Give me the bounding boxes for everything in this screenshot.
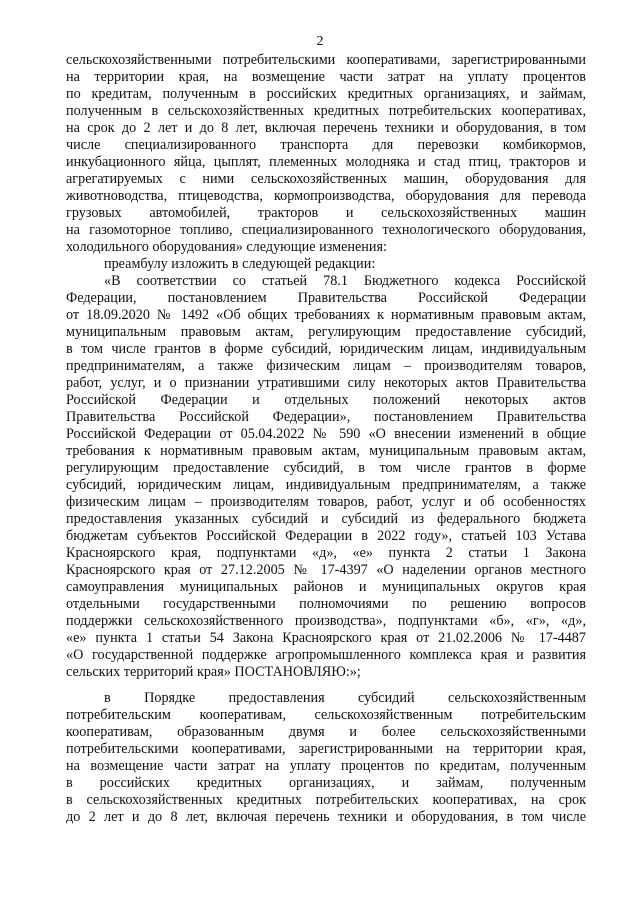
text-line: преамбулу изложить в следующей редакции: xyxy=(104,256,376,272)
text-line: потребительским кооперативам, сельскохозяйственным потребительским xyxy=(66,707,586,723)
text-line: в российских кредитных организациях, и займам, полученным xyxy=(66,775,586,791)
text-line: «е» пункта 1 статьи 54 Закона Красноярского края от 21.02.2006 № 17-4487 xyxy=(66,630,586,646)
text-line: поддержки сельскохозяйственного производства», подпунктами «б», «г», «д», xyxy=(66,613,586,629)
text-line: полученным в сельскохозяйственных кредитных потребительских кооперативах, xyxy=(66,103,586,119)
text-line: кооперативам, образованным двумя и более сельскохозяйственными xyxy=(66,724,586,740)
text-line: от 18.09.2020 № 1492 «Об общих требованиях к нормативным правовым актам, xyxy=(66,307,586,323)
text-line: «В соответствии со статьей 78.1 Бюджетного кодекса Российской xyxy=(104,273,586,289)
text-line: в Порядке предоставления субсидий сельскохозяйственным xyxy=(104,690,586,706)
text-line: работ, услуг, и о признании утратившими силу некоторых актов Правительства xyxy=(66,375,586,391)
text-line: потребительскими кооперативами, зарегистрированными на территории края, xyxy=(66,741,586,757)
text-line: грузовых автомобилей, тракторов и сельскохозяйственных машин xyxy=(66,205,586,221)
text-line: в сельскохозяйственных кредитных потребительских кооперативах, на срок xyxy=(66,792,586,808)
text-line: Красноярского края, подпунктами «д», «е» пункта 2 статьи 1 Закона xyxy=(66,545,586,561)
text-line: в том числе грантов в форме субсидий, юридическим лицам, индивидуальным xyxy=(66,341,586,357)
text-line: отдельными государственными полномочиями по решению вопросов xyxy=(66,596,586,612)
text-line: Правительства Российской Федерации», постановлением Правительства xyxy=(66,409,586,425)
text-line: требования к нормативным правовым актам, муниципальным правовым актам, xyxy=(66,443,586,459)
text-line: бюджетам субъектов Российской Федерации в 2022 году», статьей 103 Устава xyxy=(66,528,586,544)
text-line: Российской Федерации и отдельных положений некоторых актов xyxy=(66,392,586,408)
text-line: «О государственной поддержке агропромышленного комплекса края и развития xyxy=(66,647,586,663)
text-line: животноводства, птицеводства, кормопроизводства, оборудования для перевода xyxy=(66,188,586,204)
text-line: предпринимателям, а также физическим лицам – производителям товаров, xyxy=(66,358,586,374)
text-line: физическим лицам – производителям товаров, работ, услуг и об особенностях xyxy=(66,494,586,510)
text-line: агрегатируемых с ними сельскохозяйственных машин, оборудования для xyxy=(66,171,586,187)
text-line: на срок до 2 лет и до 8 лет, включая перечень техники и оборудования, в том xyxy=(66,120,586,136)
text-line: на возмещение части затрат на уплату процентов по кредитам, полученным xyxy=(66,758,586,774)
text-line: самоуправления муниципальных районов и муниципальных округов края xyxy=(66,579,586,595)
text-line: холодильного оборудования» следующие изменения: xyxy=(66,239,387,255)
text-line: регулирующим предоставление субсидий, в том числе грантов в форме xyxy=(66,460,586,476)
text-line: по кредитам, полученным в российских кредитных организациях, и займам, xyxy=(66,86,586,102)
page-number: 2 xyxy=(316,34,324,49)
text-line: до 2 лет и до 8 лет, включая перечень техники и оборудования, в том числе xyxy=(66,809,586,825)
text-line: субсидий, юридическим лицам, индивидуальным предпринимателям, а также xyxy=(66,477,586,493)
text-line: сельскохозяйственными потребительскими кооперативами, зарегистрированными xyxy=(66,52,586,68)
text-line: числе специализированного транспорта для перевозки комбикормов, xyxy=(66,137,586,153)
text-line: муниципальным правовым актам, регулирующим предоставление субсидий, xyxy=(66,324,586,340)
text-line: на территории края, на возмещение части затрат на уплату процентов xyxy=(66,69,586,85)
text-line: Федерации, постановлением Правительства Российской Федерации xyxy=(66,290,586,306)
text-line: сельских территорий края» ПОСТАНОВЛЯЮ:»; xyxy=(66,664,361,680)
text-line: Российской Федерации от 05.04.2022 № 590 «О внесении изменений в общие xyxy=(66,426,586,442)
text-line: предоставления указанных субсидий и субсидий из федерального бюджета xyxy=(66,511,586,527)
text-line: на газомоторное топливо, специализированного технологического оборудования, xyxy=(66,222,586,238)
text-line: Красноярского края от 27.12.2005 № 17-4397 «О наделении органов местного xyxy=(66,562,586,578)
text-line: инкубационного яйца, цыплят, племенных молодняка и стад птиц, тракторов и xyxy=(66,154,586,170)
